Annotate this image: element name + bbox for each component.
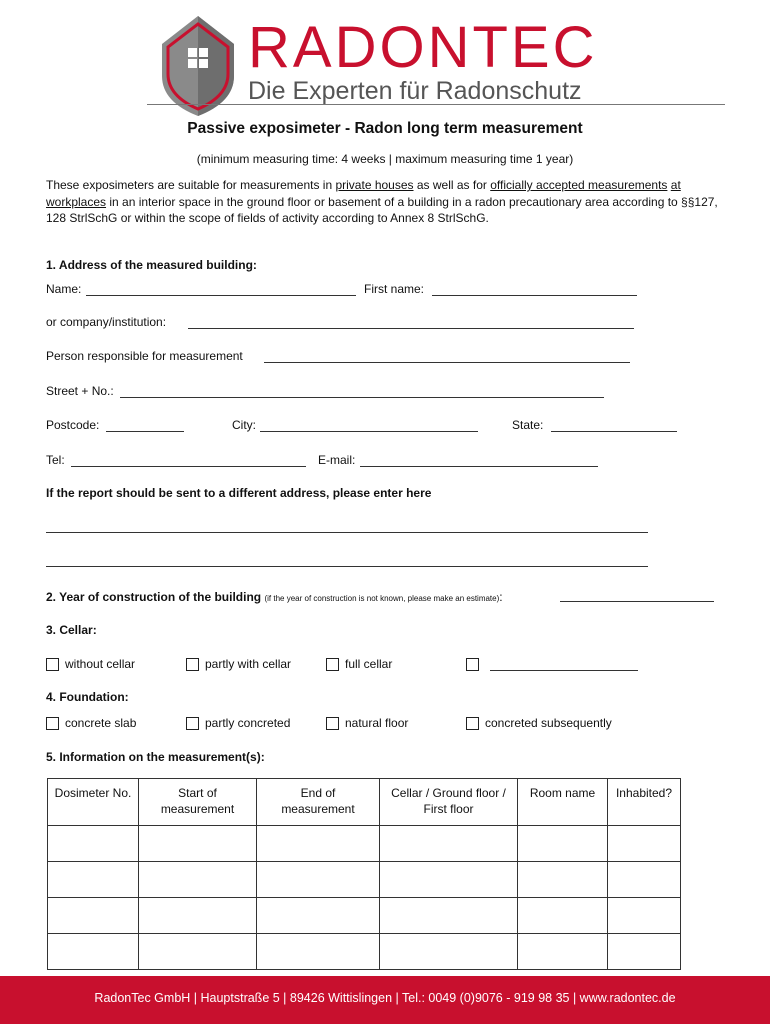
cellar-option-partly[interactable]: partly with cellar [186,657,291,671]
table-cell[interactable] [380,934,518,970]
table-row [48,934,681,970]
footer-text: RadonTec GmbH | Hauptstraße 5 | 89426 Wittislingen | Tel.: 0049 (0)9076 - 919 98 35 | www.radontec.de [94,991,676,1005]
city-field[interactable] [260,431,478,432]
table-cell[interactable] [139,934,257,970]
checkbox[interactable] [46,717,59,730]
table-cell[interactable] [380,826,518,862]
responsible-label: Person responsible for measurement [46,349,243,363]
company-label: or company/institution: [46,315,167,329]
table-cell[interactable] [48,826,139,862]
table-cell[interactable] [139,898,257,934]
footer-bar [0,976,770,1024]
table-cell[interactable] [518,898,608,934]
section4-heading: 4. Foundation: [46,690,129,704]
foundation-option-partly[interactable]: partly concreted [186,716,290,730]
email-field[interactable] [360,466,598,467]
table-cell[interactable] [139,826,257,862]
section2-heading: 2. Year of construction of the building [46,590,262,604]
col-dosimeter: Dosimeter No. [48,779,139,826]
name-field[interactable] [86,295,356,296]
checkbox[interactable] [466,658,479,671]
page-subtitle: (minimum measuring time: 4 weeks | maximum measuring time 1 year) [196,152,574,166]
intro-paragraph: These exposimeters are suitable for measurements in private houses as well as for officially accepted measurements at workplaces in an interior space in the ground floor or basement of a building in a radon precautionary area according to §§127, 128 StrlSchG or within the scope of fields of activity according to Annex 8 StrlSchG. [46,178,718,225]
checkbox[interactable] [186,717,199,730]
checkbox[interactable] [186,658,199,671]
brand-name: RADONTEC [248,15,598,80]
cellar-option-full[interactable]: full cellar [326,657,392,671]
checkbox[interactable] [46,658,59,671]
section3-heading: 3. Cellar: [46,623,97,637]
foundation-option-slab[interactable]: concrete slab [46,716,136,730]
email-label: E-mail: [318,453,356,467]
table-cell[interactable] [48,862,139,898]
table-cell[interactable] [608,826,681,862]
first-name-label: First name: [364,282,425,296]
table-cell[interactable] [257,826,380,862]
table-cell[interactable] [139,862,257,898]
tel-field[interactable] [71,466,306,467]
col-floor: Cellar / Ground floor / First floor [380,779,518,826]
table-cell[interactable] [380,862,518,898]
table-header-row [48,779,681,826]
different-address-heading: If the report should be sent to a different address, please enter here [46,486,432,500]
section2-colon: : [499,590,503,604]
name-label: Name: [46,282,82,296]
brand-tagline: Die Experten für Radonschutz [248,77,582,105]
table-cell[interactable] [608,934,681,970]
different-address-line-2[interactable] [46,566,648,567]
company-field[interactable] [188,328,634,329]
measurement-table [47,778,681,970]
col-end: End of measurement [257,779,380,826]
table-row [48,862,681,898]
table-cell[interactable] [48,934,139,970]
street-field[interactable] [120,397,604,398]
checkbox[interactable] [326,717,339,730]
table-cell[interactable] [518,826,608,862]
checkbox[interactable] [466,717,479,730]
street-label: Street + No.: [46,384,114,398]
table-row [48,826,681,862]
postcode-field[interactable] [106,431,184,432]
section2-row [46,590,503,604]
responsible-field[interactable] [264,362,630,363]
different-address-line-1[interactable] [46,532,648,533]
cellar-option-without[interactable]: without cellar [46,657,135,671]
col-inhabited: Inhabited? [608,779,681,826]
section2-note: (if the year of construction is not known, please make an estimate) [264,594,500,603]
section5-heading: 5. Information on the measurement(s): [46,750,265,764]
first-name-field[interactable] [432,295,637,296]
foundation-option-subsequent[interactable]: concreted subsequently [466,716,612,730]
col-start: Start of measurement [139,779,257,826]
table-cell[interactable] [608,898,681,934]
house-logo-icon [160,14,236,118]
header-divider [147,104,725,105]
section1-heading: 1. Address of the measured building: [46,258,257,272]
postcode-label: Postcode: [46,418,100,432]
state-field[interactable] [551,431,677,432]
construction-year-field[interactable] [560,601,714,602]
tel-label: Tel: [46,453,65,467]
table-cell[interactable] [608,862,681,898]
city-label: City: [232,418,256,432]
table-cell[interactable] [380,898,518,934]
table-cell[interactable] [518,934,608,970]
state-label: State: [512,418,544,432]
table-cell[interactable] [257,934,380,970]
table-row [48,898,681,934]
page-title: Passive exposimeter - Radon long term measurement [187,120,583,137]
col-room: Room name [518,779,608,826]
table-cell[interactable] [48,898,139,934]
cellar-other-field[interactable] [490,670,638,671]
cellar-option-other[interactable] [466,657,485,671]
table-cell[interactable] [257,862,380,898]
foundation-option-natural[interactable]: natural floor [326,716,408,730]
table-cell[interactable] [518,862,608,898]
table-cell[interactable] [257,898,380,934]
checkbox[interactable] [326,658,339,671]
